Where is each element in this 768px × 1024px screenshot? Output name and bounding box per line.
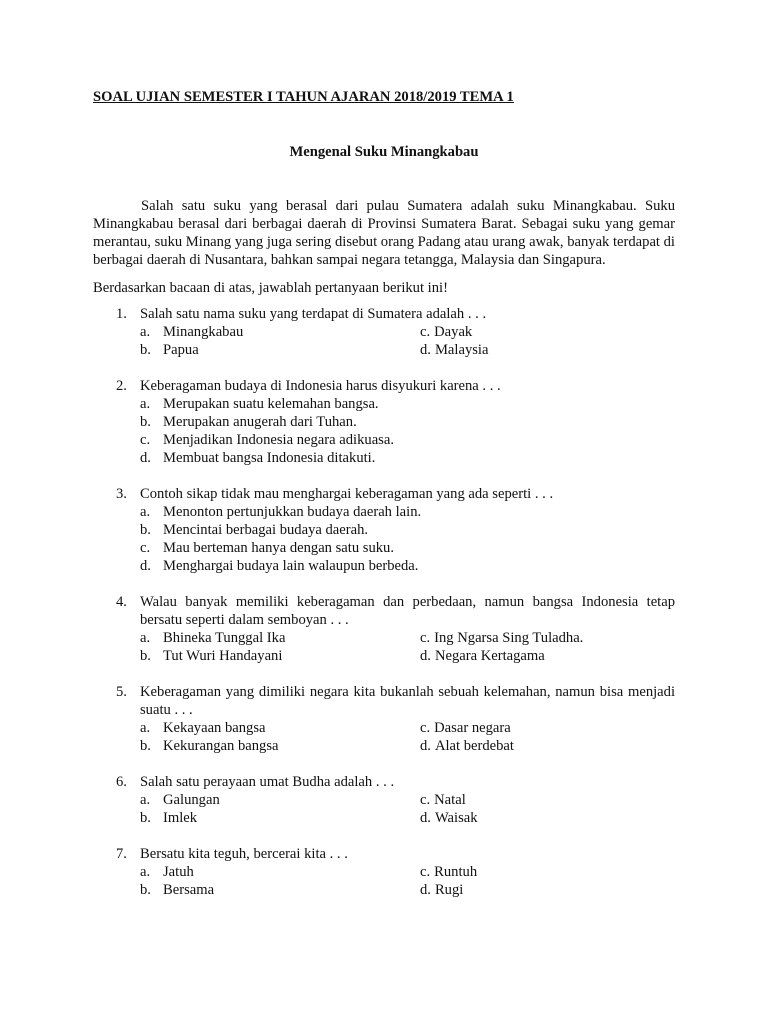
option-letter: c. [140, 432, 151, 448]
option-list [140, 791, 675, 827]
option-letter: b. [140, 738, 151, 754]
option-list [140, 629, 675, 665]
option-text: Malaysia [434, 342, 489, 358]
option-text: Bhineka Tunggal Ika [163, 630, 286, 646]
option-text: Mencintai berbagai budaya daerah. [163, 522, 369, 538]
option-letter: b. [140, 414, 151, 430]
question-number: 7. [116, 846, 127, 862]
question-2 [93, 377, 675, 467]
option-letter: a. [140, 504, 151, 520]
option-letter: d. [420, 648, 431, 664]
question-number: 5. [116, 684, 127, 700]
passage-title: Mengenal Suku Minangkabau [289, 144, 479, 160]
option-a [140, 629, 420, 647]
question-4 [93, 593, 675, 665]
option-c [420, 323, 675, 341]
option-c [140, 539, 675, 557]
option-b [140, 521, 675, 539]
option-letter: d. [140, 450, 151, 466]
option-text: Imlek [163, 810, 198, 826]
question-text: Salah satu nama suku yang terdapat di Sumatera adalah . . . [140, 306, 487, 322]
option-text: Mau berteman hanya dengan satu suku. [163, 540, 394, 556]
option-a [140, 863, 420, 881]
option-letter: c. [420, 792, 431, 808]
question-6 [93, 773, 675, 827]
option-text: Dasar negara [434, 720, 511, 736]
option-text: Papua [163, 342, 199, 358]
option-b [140, 737, 420, 755]
question-number: 3. [116, 486, 127, 502]
option-d [420, 881, 675, 899]
question-3 [93, 485, 675, 575]
option-letter: b. [140, 342, 151, 358]
option-d [140, 557, 675, 575]
option-a [140, 395, 675, 413]
option-letter: d. [420, 342, 431, 358]
question-text: Salah satu perayaan umat Budha adalah . . . [140, 774, 395, 790]
option-b [140, 647, 420, 665]
option-a [140, 719, 420, 737]
option-text: Kekayaan bangsa [163, 720, 266, 736]
question-5 [93, 683, 675, 755]
option-text: Tut Wuri Handayani [163, 648, 283, 664]
option-a [140, 503, 675, 521]
option-list [140, 503, 675, 575]
option-text: Galungan [163, 792, 220, 808]
option-letter: a. [140, 324, 151, 340]
option-text: Rugi [434, 882, 464, 898]
option-letter: b. [140, 648, 151, 664]
option-letter: c. [420, 324, 431, 340]
option-list [140, 395, 675, 467]
question-text: Keberagaman yang dimiliki negara kita bukanlah sebuah kelemahan, namun bisa menjadi suatu . . . [140, 684, 675, 718]
option-d [420, 341, 675, 359]
option-letter: d. [420, 810, 431, 826]
question-text: Bersatu kita teguh, bercerai kita . . . [140, 846, 348, 862]
option-d [140, 449, 675, 467]
option-c [420, 629, 675, 647]
question-number: 2. [116, 378, 127, 394]
option-letter: c. [420, 720, 431, 736]
instruction-text: Berdasarkan bacaan di atas, jawablah pertanyaan berikut ini! [93, 280, 448, 296]
option-letter: a. [140, 720, 151, 736]
option-text: Dayak [434, 324, 473, 340]
option-list [140, 323, 675, 359]
option-c [140, 431, 675, 449]
option-letter: c. [420, 864, 431, 880]
option-text: Jatuh [163, 864, 194, 880]
option-text: Merupakan anugerah dari Tuhan. [163, 414, 357, 430]
option-list [140, 719, 675, 755]
question-list [93, 305, 675, 899]
option-letter: b. [140, 810, 151, 826]
option-a [140, 791, 420, 809]
option-letter: d. [140, 558, 151, 574]
option-c [420, 791, 675, 809]
exam-title: SOAL UJIAN SEMESTER I TAHUN AJARAN 2018/2019 TEMA 1 [93, 89, 514, 105]
option-text: Membuat bangsa Indonesia ditakuti. [163, 450, 376, 466]
option-letter: a. [140, 792, 151, 808]
option-letter: c. [140, 540, 151, 556]
option-text: Menjadikan Indonesia negara adikuasa. [163, 432, 394, 448]
option-text: Minangkabau [163, 324, 244, 340]
option-text: Menonton pertunjukkan budaya daerah lain. [163, 504, 422, 520]
option-d [420, 737, 675, 755]
option-letter: b. [140, 522, 151, 538]
question-text: Keberagaman budaya di Indonesia harus disyukuri karena . . . [140, 378, 501, 394]
question-number: 6. [116, 774, 127, 790]
option-b [140, 881, 420, 899]
option-b [140, 413, 675, 431]
option-text: Negara Kertagama [434, 648, 545, 664]
option-b [140, 341, 420, 359]
option-text: Bersama [163, 882, 215, 898]
question-1 [93, 305, 675, 359]
question-number: 4. [116, 594, 127, 610]
option-d [420, 647, 675, 665]
document-page [93, 88, 675, 917]
option-text: Merupakan suatu kelemahan bangsa. [163, 396, 379, 412]
option-text: Kekurangan bangsa [163, 738, 279, 754]
option-text: Ing Ngarsa Sing Tuladha. [434, 630, 584, 646]
question-text: Walau banyak memiliki keberagaman dan perbedaan, namun bangsa Indonesia tetap bersatu seperti dalam semboyan . . . [140, 594, 675, 628]
option-letter: b. [140, 882, 151, 898]
option-letter: c. [420, 630, 431, 646]
option-letter: d. [420, 738, 431, 754]
question-7 [93, 845, 675, 899]
option-c [420, 863, 675, 881]
option-text: Natal [434, 792, 466, 808]
question-number: 1. [116, 306, 127, 322]
option-c [420, 719, 675, 737]
option-text: Runtuh [434, 864, 478, 880]
reading-passage: Salah satu suku yang berasal dari pulau Sumatera adalah suku Minangkabau. Suku Minangkabau berasal dari berbagai daerah di Provinsi Sumatera Barat. Sebagai suku yang gemar merantau, suku Minang yang juga sering disebut orang Padang atau urang awak, banyak terdapat di berbagai daerah di Nusantara, bahkan sampai negara tetangga, Malaysia dan Singapura. [93, 198, 675, 268]
option-a [140, 323, 420, 341]
option-text: Menghargai budaya lain walaupun berbeda. [163, 558, 419, 574]
option-list [140, 863, 675, 899]
option-d [420, 809, 675, 827]
option-letter: d. [420, 882, 431, 898]
option-text: Waisak [434, 810, 478, 826]
option-letter: a. [140, 864, 151, 880]
question-text: Contoh sikap tidak mau menghargai keberagaman yang ada seperti . . . [140, 486, 554, 502]
option-text: Alat berdebat [434, 738, 514, 754]
option-b [140, 809, 420, 827]
option-letter: a. [140, 396, 151, 412]
option-letter: a. [140, 630, 151, 646]
